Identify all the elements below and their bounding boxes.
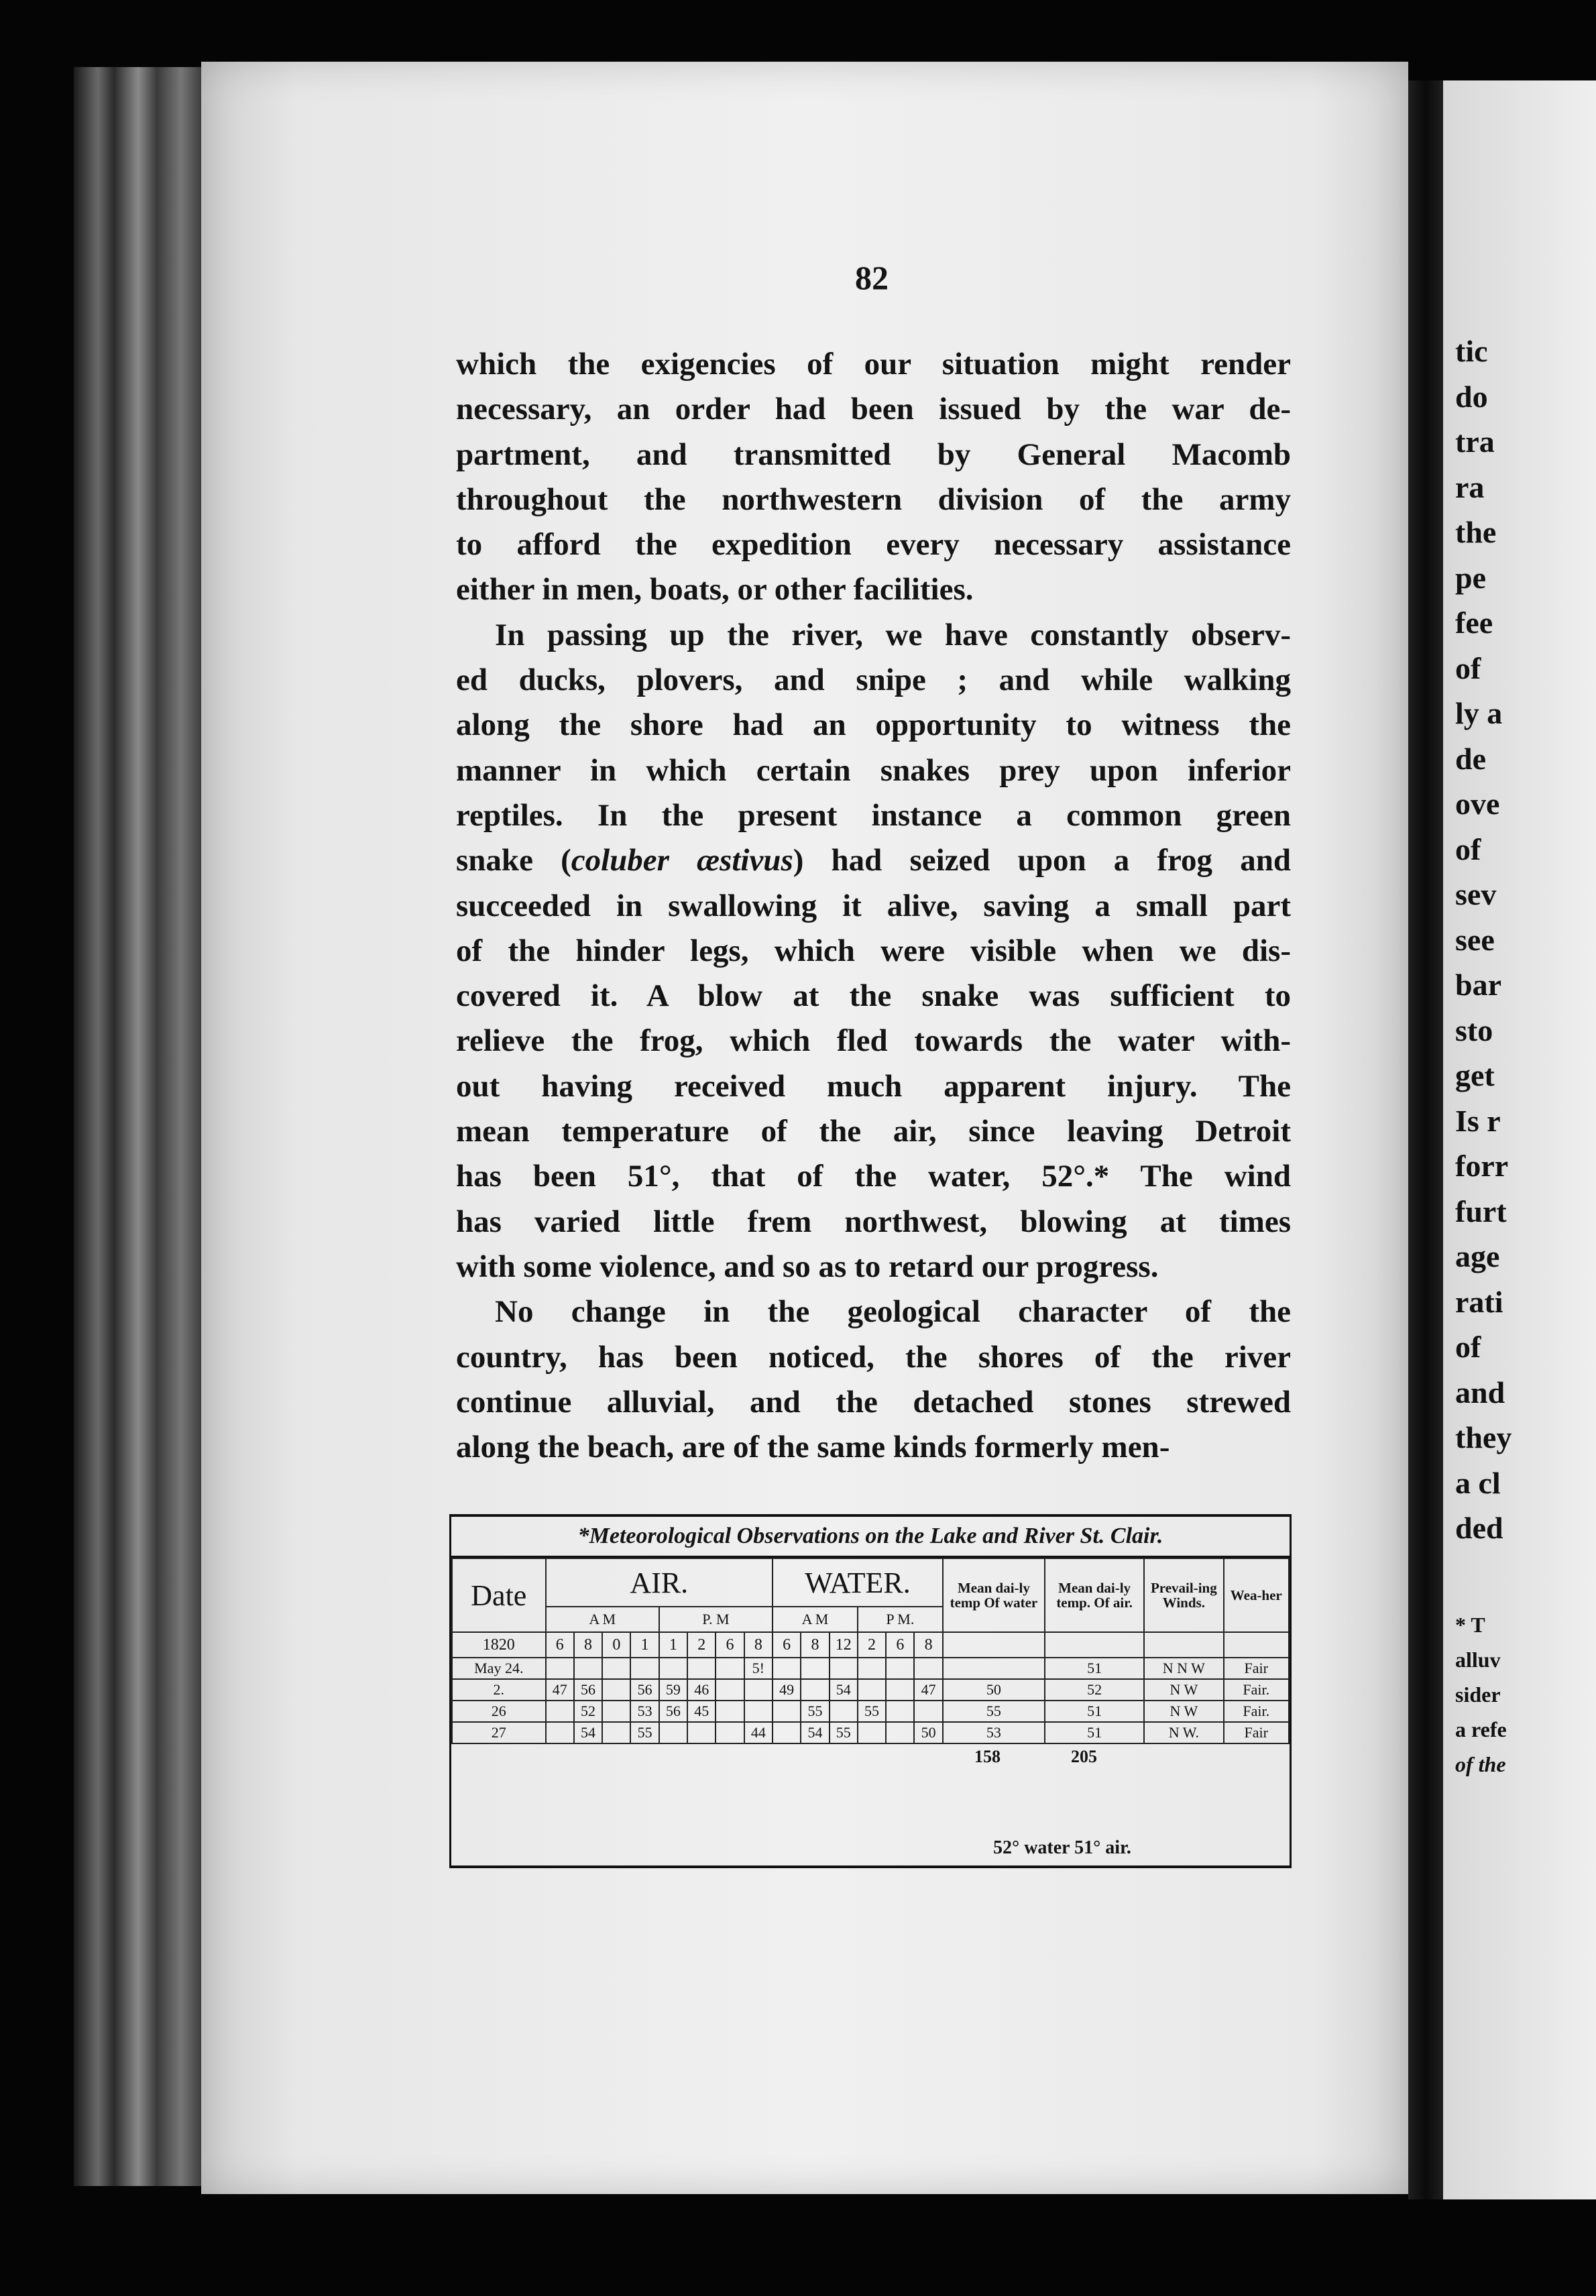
mean-water-cell: 55 [943,1701,1045,1722]
mean-air-cell: 51 [1045,1722,1144,1743]
date-header: Date [452,1558,546,1632]
fragment-line: see [1455,922,1495,957]
weather-cell: Fair. [1224,1679,1289,1701]
date-cell: 26 [452,1701,546,1722]
fragment-line: get [1455,1058,1495,1092]
reading-cell [716,1722,744,1743]
fragment-line: sto [1455,1013,1493,1047]
reading-cell [801,1679,829,1701]
mean-water-cell [943,1658,1045,1679]
text-line: with some violence, and so as to retard our progress. [456,1249,1159,1284]
hour-cell: 8 [801,1632,829,1658]
hour-cell: 2 [858,1632,886,1658]
air-header: AIR. [546,1558,773,1607]
reading-cell [744,1701,773,1722]
reading-cell: 47 [546,1679,574,1701]
weather-cell: Fair [1224,1658,1289,1679]
wind-cell: N N W [1144,1658,1223,1679]
reading-cell [801,1658,829,1679]
reading-cell [602,1701,630,1722]
air-am-header: A M [546,1607,659,1632]
text-line: to afford the expedition every necessary assistance [456,527,1291,563]
reading-cell: 44 [744,1722,773,1743]
air-pm-header: P. M [659,1607,773,1632]
hour-cell: 8 [744,1632,773,1658]
text-line: has varied little frem northwest, blowing at times [456,1204,1291,1239]
footnote-fragment: * T [1455,1612,1485,1637]
reading-cell: 53 [630,1701,659,1722]
facing-page-text [1443,80,1596,1551]
mean-water-header: Mean dai-ly temp Of water [943,1558,1045,1632]
fragment-line: of [1455,1330,1481,1364]
mean-air-cell: 51 [1045,1658,1144,1679]
text-line: either in men, boats, or other facilities. [456,572,974,608]
page-gutter [1408,80,1443,2199]
fragment-line: tra [1455,424,1495,459]
text-line: of the hinder legs, which were visible when we dis- [456,933,1291,968]
reading-cell [773,1722,801,1743]
hour-row [452,1632,1289,1658]
fragment-line: age [1455,1239,1500,1273]
reading-cell: 56 [659,1701,687,1722]
reading-cell [773,1658,801,1679]
wind-cell: N W [1144,1701,1223,1722]
footnote-fragment: of the [1455,1752,1506,1776]
footnote-fragment: sider [1455,1682,1501,1707]
fragment-line: de [1455,741,1486,776]
weather-header: Wea-her [1224,1558,1289,1632]
fragment-line: pe [1455,560,1486,595]
reading-cell: 56 [630,1679,659,1701]
water-pm-header: P M. [858,1607,943,1632]
reading-cell: 55 [858,1701,886,1722]
fragment-line: rati [1455,1284,1503,1319]
fragment-line: ra [1455,469,1485,504]
text-line [456,838,1291,883]
reading-cell [602,1679,630,1701]
text-line: partment, and transmitted by General Macomb [456,437,1291,472]
reading-cell [687,1658,716,1679]
reading-cell [744,1679,773,1701]
mean-water-cell: 50 [943,1679,1045,1701]
reading-cell: 54 [574,1722,602,1743]
reading-cell [574,1658,602,1679]
hour-cell: 0 [602,1632,630,1658]
fragment-line: furt [1455,1194,1507,1228]
reading-cell [830,1658,858,1679]
reading-cell [546,1722,574,1743]
text-line: ed ducks, plovers, and snipe ; and while walking [456,663,1291,698]
reading-cell: 45 [687,1701,716,1722]
facing-page-fragment [1443,80,1596,2199]
text-line: has been 51°, that of the water, 52°.* The wind [456,1159,1291,1194]
text-line: country, has been noticed, the shores of the river [456,1339,1291,1375]
text-line: succeeded in swallowing it alive, saving a small part [456,888,1291,923]
fragment-line: ded [1455,1511,1503,1545]
text-line: manner in which certain snakes prey upon inferior [456,752,1291,788]
wind-cell: N W [1144,1679,1223,1701]
snake-line-start: snake ( [456,843,571,878]
footnote-fragment: alluv [1455,1647,1501,1672]
body-text [456,342,1291,1470]
mean-air-cell: 51 [1045,1701,1144,1722]
reading-cell [886,1722,914,1743]
observations-grid [451,1558,1290,1744]
fragment-line: of [1455,650,1481,685]
reading-cell [602,1722,630,1743]
hour-cell: 12 [830,1632,858,1658]
winds-header: Prevail-ing Winds. [1144,1558,1223,1632]
year-cell: 1820 [452,1632,546,1658]
blank-cell [1144,1632,1223,1658]
reading-cell: 54 [801,1722,829,1743]
blank-cell [1045,1632,1144,1658]
reading-cell [886,1701,914,1722]
reading-cell [546,1658,574,1679]
reading-cell [773,1701,801,1722]
hour-cell: 6 [773,1632,801,1658]
reading-cell [858,1679,886,1701]
fragment-line: tic [1455,334,1488,368]
fragment-line: do [1455,379,1488,414]
reading-cell [830,1701,858,1722]
hour-cell: 8 [914,1632,942,1658]
reading-cell [602,1658,630,1679]
reading-cell [659,1658,687,1679]
text-line: No change in the geological character of the [495,1294,1291,1330]
snake-line-end: ) had seized upon a frog and [793,843,1291,878]
reading-cell: 5! [744,1658,773,1679]
fragment-line: the [1455,515,1497,549]
reading-cell [716,1679,744,1701]
reading-cell [659,1722,687,1743]
table-summary: 52° water 51° air. [993,1837,1131,1858]
fragment-line: and [1455,1375,1505,1410]
reading-cell [886,1658,914,1679]
reading-cell [716,1701,744,1722]
fragment-line: forr [1455,1149,1509,1183]
reading-cell: 59 [659,1679,687,1701]
latin-name: coluber æstivus [571,843,793,878]
date-cell: 2. [452,1679,546,1701]
reading-cell: 52 [574,1701,602,1722]
reading-cell [858,1658,886,1679]
wind-cell: N W. [1144,1722,1223,1743]
fragment-line: sev [1455,877,1497,911]
reading-cell [886,1679,914,1701]
reading-cell [630,1658,659,1679]
text-line: covered it. A blow at the snake was sufficient to [456,978,1291,1014]
weather-cell: Fair [1224,1722,1289,1743]
reading-cell [546,1701,574,1722]
reading-cell: 47 [914,1679,942,1701]
blank-cell [1224,1632,1289,1658]
fragment-line: they [1455,1420,1512,1454]
table-row [452,1722,1289,1743]
air-total: 205 [1071,1747,1097,1766]
date-cell: 27 [452,1722,546,1743]
reading-cell [716,1658,744,1679]
reading-cell [914,1658,942,1679]
reading-cell: 55 [830,1722,858,1743]
table-row [452,1701,1289,1722]
table-caption: *Meteorological Observations on the Lake and River St. Clair. [451,1517,1290,1558]
fragment-line: ove [1455,787,1500,821]
water-header: WATER. [773,1558,943,1607]
text-line: In passing up the river, we have constantly observ- [495,617,1291,652]
footnote-fragment: a refe [1455,1717,1507,1741]
hour-cell: 8 [574,1632,602,1658]
reading-cell [914,1701,942,1722]
fragment-line: bar [1455,968,1501,1002]
hour-cell: 2 [687,1632,716,1658]
fragment-line: a cl [1455,1465,1501,1500]
page-number: 82 [855,259,889,296]
table-row [452,1658,1289,1679]
water-total: 158 [974,1747,1001,1766]
fragment-line: fee [1455,606,1493,640]
text-line: continue alluvial, and the detached stones strewed [456,1384,1291,1420]
fragment-line: ly a [1455,696,1503,730]
mean-water-cell: 53 [943,1722,1045,1743]
blank-cell [943,1632,1045,1658]
text-line: relieve the frog, which fled towards the water with- [456,1023,1291,1059]
reading-cell: 55 [801,1701,829,1722]
reading-cell [858,1722,886,1743]
hour-cell: 6 [716,1632,744,1658]
text-line: along the beach, are of the same kinds formerly men- [456,1430,1170,1465]
hour-cell: 1 [630,1632,659,1658]
book-spine-edge [74,67,208,2186]
fragment-line: Is r [1455,1103,1501,1138]
fragment-line: of [1455,831,1481,866]
date-cell: May 24. [452,1658,546,1679]
reading-cell: 50 [914,1722,942,1743]
mean-air-cell: 52 [1045,1679,1144,1701]
reading-cell: 46 [687,1679,716,1701]
meteorological-table [449,1514,1292,1868]
text-line: along the shore had an opportunity to witness the [456,707,1291,743]
hour-cell: 6 [886,1632,914,1658]
reading-cell: 55 [630,1722,659,1743]
hour-cell: 1 [659,1632,687,1658]
text-line: which the exigencies of our situation might render [456,347,1291,382]
weather-cell: Fair. [1224,1701,1289,1722]
reading-cell: 49 [773,1679,801,1701]
reading-cell [687,1722,716,1743]
water-am-header: A M [773,1607,858,1632]
table-totals [451,1744,1290,1771]
text-line: throughout the northwestern division of the army [456,481,1291,517]
table-row [452,1679,1289,1701]
text-line: necessary, an order had been issued by the war de- [456,392,1291,427]
text-line: mean temperature of the air, since leaving Detroit [456,1114,1291,1149]
text-line: out having received much apparent injury. The [456,1068,1291,1104]
facing-page-footnote [1443,1607,1596,1782]
reading-cell: 54 [830,1679,858,1701]
text-line: reptiles. In the present instance a common green [456,797,1291,833]
hour-cell: 6 [546,1632,574,1658]
reading-cell: 56 [574,1679,602,1701]
mean-air-header: Mean dai-ly temp. Of air. [1045,1558,1144,1632]
